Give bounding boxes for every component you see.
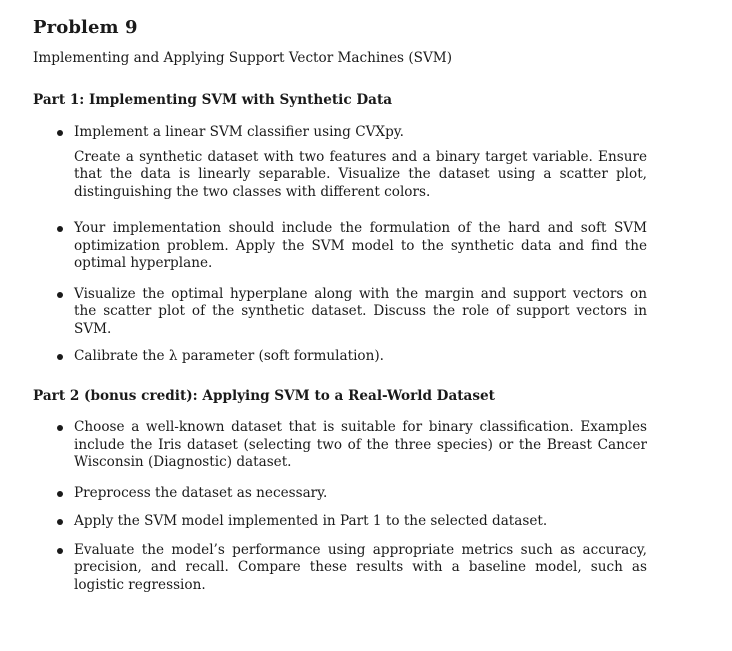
- problem-title: Problem 9: [33, 17, 138, 38]
- part2-list: [57, 419, 647, 594]
- problem-subtitle: Implementing and Applying Support Vector Machines (SVM): [33, 50, 453, 66]
- part2-item-2: Preprocess the dataset as necessary.: [57, 485, 647, 503]
- part1-item-1: [57, 124, 647, 201]
- part1-item-3: Visualize the optimal hyperplane along with the margin and support vectors on the scatter plot of the synthetic dataset. Discuss the role of support vectors in SVM.: [57, 286, 647, 339]
- part1-heading: Part 1: Implementing SVM with Synthetic Data: [33, 92, 393, 108]
- part1-item-4: Calibrate the λ parameter (soft formulation).: [57, 348, 647, 366]
- part2-item-4: Evaluate the model’s performance using appropriate metrics such as accuracy, precision, and recall. Compare these results with a baseline model, such as logistic regression.: [57, 542, 647, 595]
- part1-item-1-text: Implement a linear SVM classifier using CVXpy.: [74, 124, 404, 140]
- part2-item-1: Choose a well-known dataset that is suitable for binary classification. Examples include the Iris dataset (selecting two of the three species) or the Breast Cancer Wisconsin (Diagnostic) dataset.: [57, 419, 647, 472]
- part1-item-2: Your implementation should include the formulation of the hard and soft SVM optimization problem. Apply the SVM model to the synthetic data and find the optimal hyperplane.: [57, 220, 647, 273]
- part2-item-3: Apply the SVM model implemented in Part 1 to the selected dataset.: [57, 513, 647, 531]
- part1-list: [57, 124, 647, 366]
- part2-heading: Part 2 (bonus credit): Applying SVM to a Real-World Dataset: [33, 388, 495, 404]
- part1-item-1-paragraph: Create a synthetic dataset with two features and a binary target variable. Ensure that the data is linearly separable. Visualize the dataset using a scatter plot, distinguishing the two classes with different colors.: [74, 148, 647, 200]
